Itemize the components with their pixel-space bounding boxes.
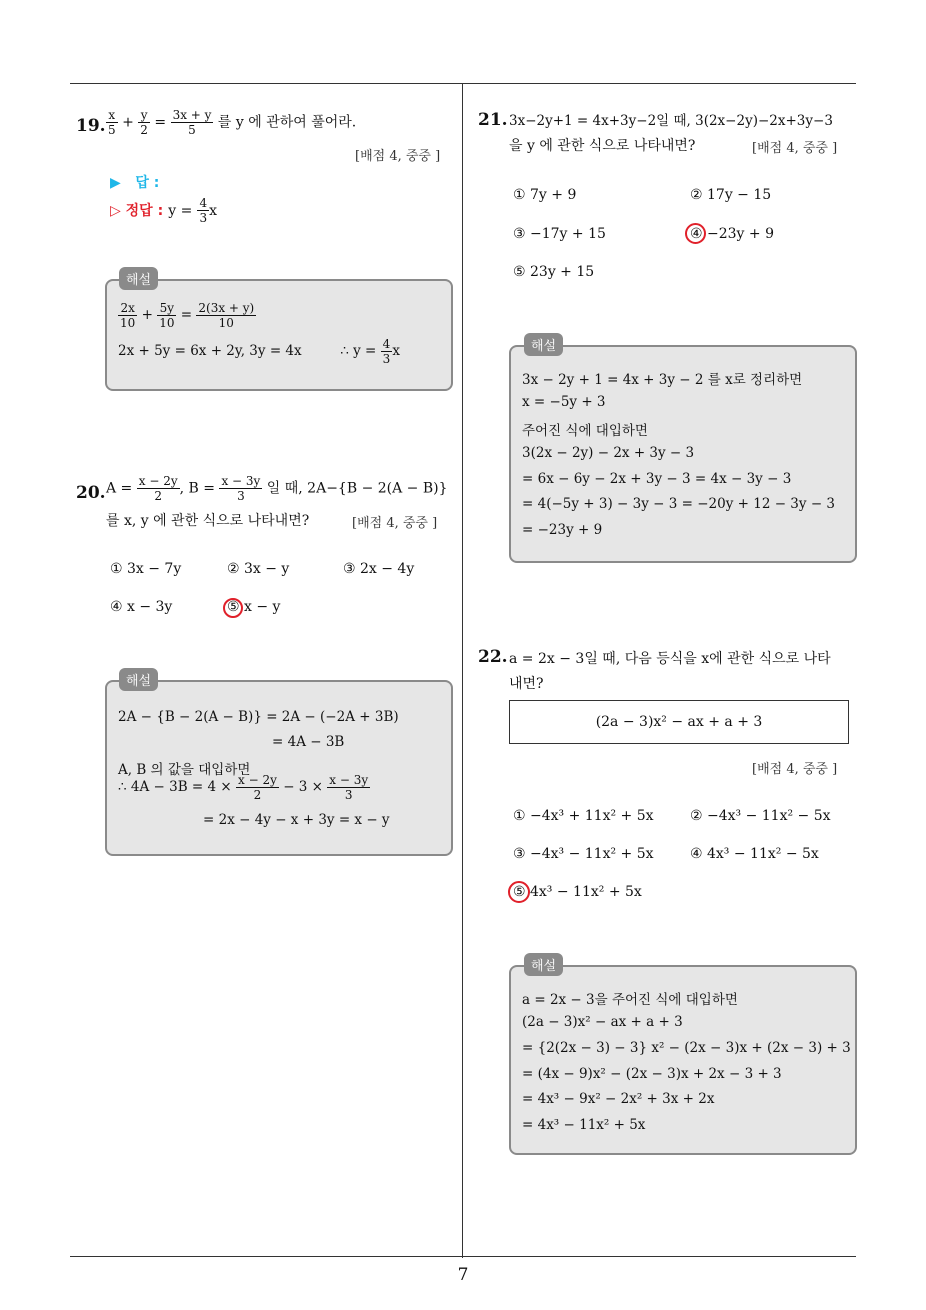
explanation-line: 주어진 식에 대입하면	[522, 423, 648, 439]
play-arrow-icon: ▶	[110, 175, 136, 191]
explanation-box	[105, 279, 453, 391]
question-text-line2: 를 x, y 에 관한 식으로 나타내면?	[106, 513, 310, 529]
correct-answer-line: ▷ 정답 : y = $\frac{4}{3}$ x	[110, 196, 217, 225]
answer-mark-circle	[508, 881, 530, 903]
explanation-line: $\frac{2x}{10}$ + $\frac{5y}{10}$ = $\frac{2(3x + y)}{10}$	[120, 301, 255, 330]
choice-2[interactable]: ② −4x³ − 11x² − 5x	[690, 808, 831, 824]
explanation-line: A, B 의 값을 대입하면	[118, 762, 251, 778]
top-rule	[70, 83, 856, 84]
explanation-line: = −23y + 9	[522, 522, 603, 538]
choice-3[interactable]: ③ −17y + 15	[513, 226, 606, 242]
explanation-tag: 해설	[119, 668, 158, 691]
question-number: 22.	[478, 647, 508, 667]
fraction: $\frac{x}{5}$	[108, 108, 116, 137]
fraction: $\frac{y}{2}$	[140, 108, 148, 137]
question-text-line2: 내면?	[509, 676, 544, 692]
explanation-line: 2A − {B − 2(A − B)} = 2A − (−2A + 3B)	[118, 709, 399, 725]
answer-mark-circle	[223, 598, 243, 618]
explanation-line: = (4x − 9)x² − (2x − 3)x + 2x − 3 + 3	[522, 1066, 782, 1082]
choice-5[interactable]: ⑤ x − y	[227, 599, 281, 615]
explanation-line: = 4(−5y + 3) − 3y − 3 = −20y + 12 − 3y − 3	[522, 496, 836, 512]
question-number: 19.	[76, 116, 106, 136]
fraction: $\frac{3x + y}{5}$	[172, 108, 212, 137]
explanation-tag: 해설	[524, 333, 563, 356]
page-number: 7	[457, 1265, 469, 1285]
choice-4[interactable]: ④ x − 3y	[110, 599, 173, 615]
score-meta: [배점 4, 중중 ]	[752, 762, 838, 777]
answer-mark-circle	[685, 223, 706, 244]
choice-5[interactable]: ⑤ 4x³ − 11x² + 5x	[513, 884, 642, 900]
explanation-line: = {2(2x − 3) − 3} x² − (2x − 3)x + (2x − 3) + 3	[522, 1040, 851, 1056]
choice-1[interactable]: ① −4x³ + 11x² + 5x	[513, 808, 654, 824]
explanation-line: = 2x − 4y − x + 3y = x − y	[203, 812, 390, 828]
expression-box: (2a − 3)x² − ax + a + 3	[509, 700, 849, 744]
choice-2[interactable]: ② 3x − y	[227, 561, 290, 577]
column-divider	[462, 83, 463, 1258]
choice-2[interactable]: ② 17y − 15	[690, 187, 772, 203]
choice-3[interactable]: ③ 2x − 4y	[343, 561, 415, 577]
question-text: A = $\frac{x - 2y}{2}$ , B = $\frac{x - 3y}{3}$ 일 때, 2A−{B − 2(A − B)}	[106, 474, 448, 503]
explanation-line: 3(2x − 2y) − 2x + 3y − 3	[522, 445, 695, 461]
choice-4[interactable]: ④ −23y + 9	[690, 226, 774, 242]
explanation-line: ∴ 4A − 3B = 4 × $\frac{x - 2y}{2}$ − 3 × $\frac{x - 3y}{3}$	[118, 773, 369, 802]
question-number: 20.	[76, 483, 106, 503]
explanation-line: = 4x³ − 11x² + 5x	[522, 1117, 646, 1133]
outline-arrow-icon: ▷	[110, 203, 126, 219]
question-text: a = 2x − 3일 때, 다음 등식을 x에 관한 식으로 나타	[509, 651, 831, 667]
question-text-line2: 을 y 에 관한 식으로 나타내면?	[509, 138, 696, 154]
explanation-tag: 해설	[524, 953, 563, 976]
choice-1[interactable]: ① 3x − 7y	[110, 561, 182, 577]
question-text: $\frac{x}{5}$ + $\frac{y}{2}$ = $\frac{3x + y}{5}$ 를 y 에 관하여 풀어라.	[108, 108, 357, 137]
choice-1[interactable]: ① 7y + 9	[513, 187, 577, 203]
choice-4[interactable]: ④ 4x³ − 11x² − 5x	[690, 846, 819, 862]
explanation-line: 3x − 2y + 1 = 4x + 3y − 2 를 x로 정리하면	[522, 372, 803, 388]
score-meta: [배점 4, 중중 ]	[352, 516, 438, 531]
explanation-line: (2a − 3)x² − ax + a + 3	[522, 1014, 683, 1030]
score-meta: [배점 4, 중중 ]	[752, 141, 838, 156]
answer-line: ▶ 답 :	[110, 175, 160, 191]
explanation-line: x = −5y + 3	[522, 394, 606, 410]
choice-5[interactable]: ⑤ 23y + 15	[513, 264, 595, 280]
choice-3[interactable]: ③ −4x³ − 11x² + 5x	[513, 846, 654, 862]
explanation-line: = 4A − 3B	[272, 734, 345, 750]
explanation-line: = 6x − 6y − 2x + 3y − 3 = 4x − 3y − 3	[522, 471, 792, 487]
question-number: 21.	[478, 110, 508, 130]
question-text: 3x−2y+1 = 4x+3y−2일 때, 3(2x−2y)−2x+3y−3	[509, 113, 833, 129]
explanation-tag: 해설	[119, 267, 158, 290]
explanation-line: 2x + 5y = 6x + 2y, 3y = 4x ∴ y = $\frac{4}{3}$ x	[118, 337, 400, 366]
bottom-rule	[70, 1256, 856, 1257]
explanation-line: = 4x³ − 9x² − 2x² + 3x + 2x	[522, 1091, 715, 1107]
score-meta: [배점 4, 중중 ]	[355, 149, 441, 164]
explanation-line: a = 2x − 3을 주어진 식에 대입하면	[522, 992, 738, 1008]
